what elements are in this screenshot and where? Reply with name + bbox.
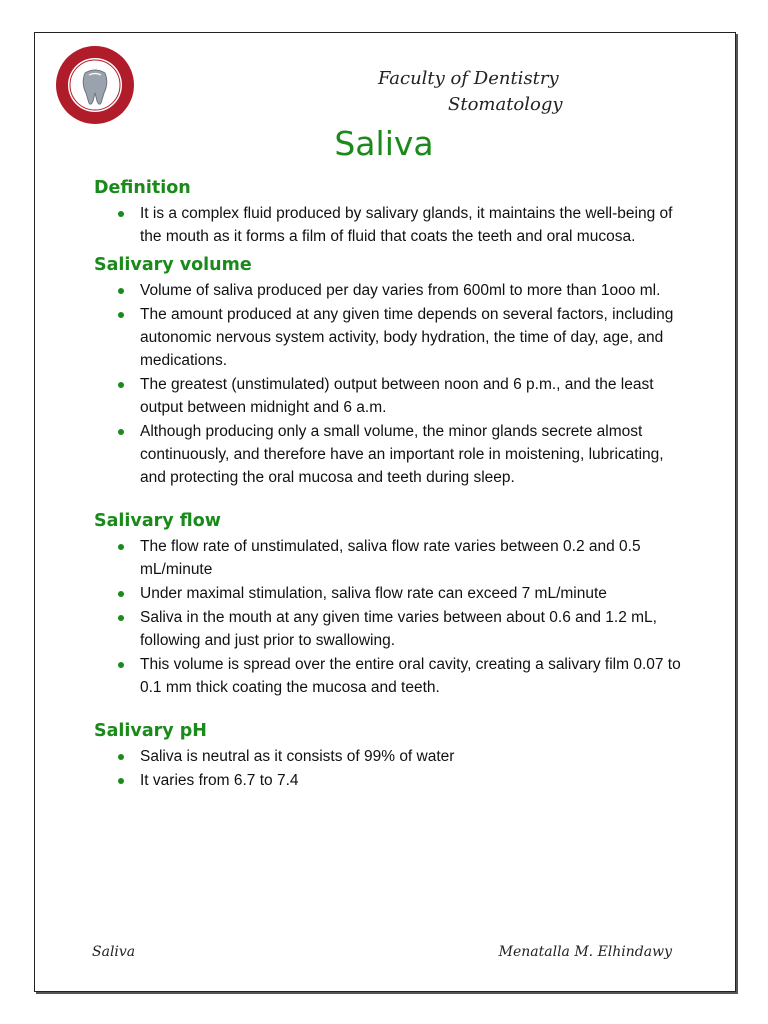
footer-title: Saliva — [92, 944, 136, 960]
section-heading: Salivary pH — [94, 721, 207, 741]
list-item: Under maximal stimulation, saliva flow rate can exceed 7 mL/minute — [140, 582, 684, 605]
bullet-list — [94, 279, 684, 489]
list-item: The amount produced at any given time depends on several factors, including autonomic nervous system activity, body hydration, the time of day, age, and medications. — [140, 303, 684, 372]
list-item: Saliva is neutral as it consists of 99% of water — [140, 745, 684, 768]
faculty-line-1: Faculty of Dentistry — [378, 68, 559, 89]
section-salivary-volume — [94, 253, 684, 489]
section-heading: Salivary flow — [94, 511, 221, 531]
list-item: It is a complex fluid produced by salivary glands, it maintains the well-being of the mouth as it forms a film of fluid that coats the teeth and oral mucosa. — [140, 202, 684, 248]
list-item: Saliva in the mouth at any given time varies between about 0.6 and 1.2 mL, following and just prior to swallowing. — [140, 606, 684, 652]
section-definition — [94, 176, 684, 248]
list-item: It varies from 6.7 to 7.4 — [140, 769, 684, 792]
university-logo — [55, 45, 135, 125]
list-item: Volume of saliva produced per day varies from 600ml to more than 1ooo ml. — [140, 279, 684, 302]
document-body — [94, 176, 684, 793]
faculty-line-2: Stomatology — [448, 94, 563, 115]
faculty-header — [378, 66, 638, 118]
section-salivary-flow — [94, 509, 684, 699]
page-title: Saliva — [334, 124, 434, 163]
list-item: This volume is spread over the entire oral cavity, creating a salivary film 0.07 to 0.1 mm thick coating the mucosa and teeth. — [140, 653, 684, 699]
section-heading: Salivary volume — [94, 255, 252, 275]
section-salivary-ph — [94, 719, 684, 792]
list-item: Although producing only a small volume, the minor glands secrete almost continuously, and therefore have an important role in moistening, lubricating, and protecting the oral mucosa and teeth during sleep. — [140, 420, 684, 489]
list-item: The greatest (unstimulated) output between noon and 6 p.m., and the least output between midnight and 6 a.m. — [140, 373, 684, 419]
list-item: The flow rate of unstimulated, saliva flow rate varies between 0.2 and 0.5 mL/minute — [140, 535, 684, 581]
footer-author: Menatalla M. Elhindawy — [498, 944, 672, 960]
bullet-list — [94, 535, 684, 699]
section-heading: Definition — [94, 178, 191, 198]
bullet-list — [94, 202, 684, 248]
bullet-list — [94, 745, 684, 792]
